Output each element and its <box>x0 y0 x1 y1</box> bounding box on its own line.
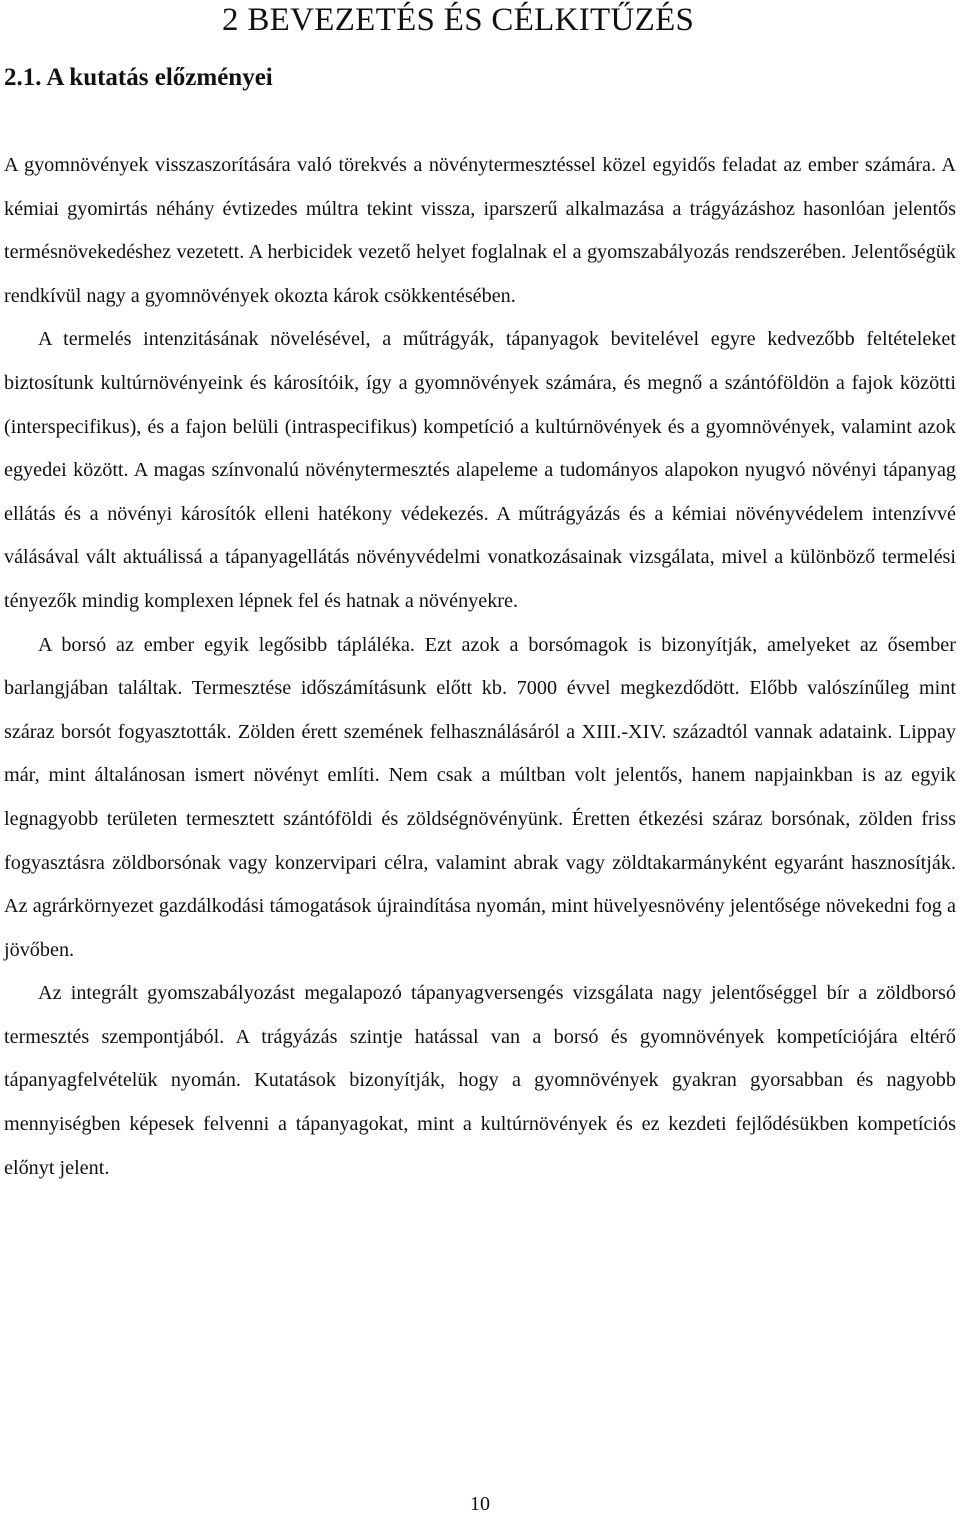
paragraph-4: Az integrált gyomszabályozást megalapozó tápanyagversengés vizsgálata nagy jelentőséggel bír a zöldborsó termesztés szempontjából. A trágyázás szintje hatással van a borsó és gyomnövények kompetíciójára eltérő tápanyagfelvételük nyomán. Kutatások bizonyítják, hogy a gyomnövények gyakran gyorsabban és nagyobb mennyiségben képesek felvenni a tápanyagokat, mint a kultúrnövények és ez kezdeti fejlődésükben kompetíciós előnyt jelent. <box>4 982 956 1179</box>
chapter-title: 2 BEVEZETÉS ÉS CÉLKITŰZÉS <box>222 2 695 38</box>
paragraph-1: A gyomnövények visszaszorítására való törekvés a növénytermesztéssel közel egyidős feladat az ember számára. A kémiai gyomirtás néhány évtizedes múltra tekint vissza, iparszerű alkalmazása a trágyázáshoz hasonlóan jelentős termésnövekedéshez vezetett. A herbicidek vezető helyet foglalnak el a gyomszabályozás rendszerében. Jelentőségük rendkívül nagy a gyomnövények okozta károk csökkentésében. <box>4 154 956 307</box>
page-number: 10 <box>470 1493 490 1515</box>
body-text <box>4 144 956 1190</box>
paragraph-3: A borsó az ember egyik legősibb tápláléka. Ezt azok a borsómagok is bizonyítják, amelyeket az ősember barlangjában találtak. Termesztése időszámításunk előtt kb. 7000 évvel megkezdődött. Előbb valószínűleg mint száraz borsót fogyasztották. Zölden érett szemének felhasználásáról a XIII.-XIV. századtól vannak adataink. Lippay már, mint általánosan ismert növényt említi. Nem csak a múltban volt jelentős, hanem napjainkban is az egyik legnagyobb területen termesztett szántóföldi és zöldségnövényünk. Éretten étkezési száraz borsónak, zölden friss fogyasztásra zöldborsónak vagy konzervipari célra, valamint abrak vagy zöldtakarmányként egyaránt hasznosítják. Az agrárkörnyezet gazdálkodási támogatások újraindítása nyomán, mint hüvelyesnövény jelentősége növekedni fog a jövőben. <box>4 633 956 961</box>
section-title: 2.1. A kutatás előzményei <box>4 64 273 91</box>
paragraph-2: A termelés intenzitásának növelésével, a műtrágyák, tápanyagok bevitelével egyre kedvezőbb feltételeket biztosítunk kultúrnövényeink és károsítóik, így a gyomnövények számára, és megnő a szántóföldön a fajok közötti (interspecifikus), és a fajon belüli (intraspecifikus) kompetíció a kultúrnövények és a gyomnövények, valamint azok egyedei között. A magas színvonalú növénytermesztés alapeleme a tudományos alapokon nyugvó növényi tápanyag ellátás és a növényi károsítók elleni hatékony védekezés. A műtrágyázás és a kémiai növényvédelem intenzívvé válásával vált aktuálissá a tápanyagellátás növényvédelmi vonatkozásainak vizsgálata, mivel a különböző termelési tényezők mindig komplexen lépnek fel és hatnak a növényekre. <box>4 328 956 612</box>
